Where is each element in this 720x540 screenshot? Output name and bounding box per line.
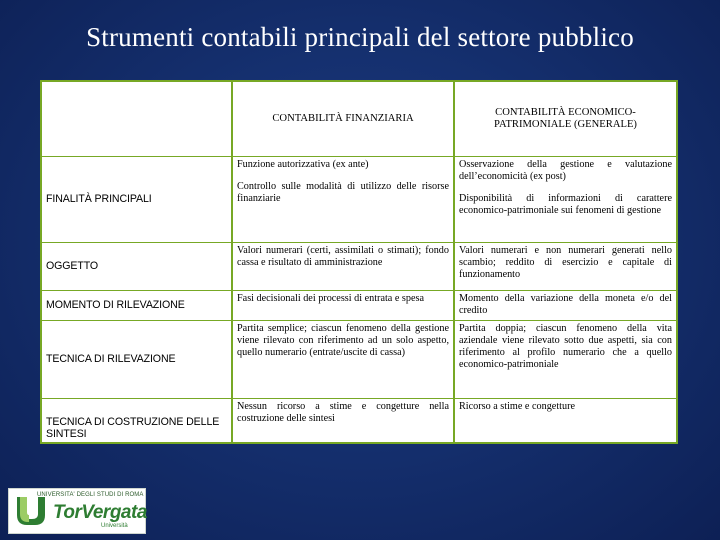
cell-line: Funzione autorizzativa (ex ante) bbox=[237, 158, 369, 170]
cell-finanziaria-oggetto: Valori numerari (certi, assimilati o stimati); fondo cassa e risultato di amministrazione bbox=[232, 242, 454, 290]
row-label-tecnica-rilevazione: TECNICA DI RILEVAZIONE bbox=[42, 320, 232, 398]
cell-line: Disponibilità di informazioni di carattere economico-patrimoniale sui fenomeni di gestione bbox=[459, 192, 672, 217]
cell-finanziaria-finalita bbox=[232, 156, 454, 242]
header-contabilita-finanziaria: CONTABILITÀ FINANZIARIA bbox=[232, 82, 454, 156]
header-empty-cell bbox=[42, 82, 232, 156]
cell-economico-momento: Momento della variazione della moneta e/o del credito bbox=[454, 290, 676, 320]
row-label-oggetto: OGGETTO bbox=[42, 242, 232, 290]
row-label-finalita: FINALITÀ PRINCIPALI bbox=[42, 156, 232, 242]
logo-sub-text: Università bbox=[101, 523, 128, 529]
cell-finanziaria-momento: Fasi decisionali dei processi di entrata e spesa bbox=[232, 290, 454, 320]
slide-title: Strumenti contabili principali del settore pubblico bbox=[86, 22, 634, 52]
row-label-momento: MOMENTO DI RILEVAZIONE bbox=[42, 290, 232, 320]
table-row bbox=[42, 242, 676, 290]
cell-finanziaria-sintesi: Nessun ricorso a stime e congetture nella costruzione delle sintesi bbox=[232, 398, 454, 442]
cell-finanziaria-tecnica: Partita semplice; ciascun fenomeno della gestione viene rilevato con riferimento ad un solo aspetto, quello numerario (entrate/uscite di cassa) bbox=[232, 320, 454, 398]
cell-line: Osservazione della gestione e valutazione dell’economicità (ex post) bbox=[459, 158, 672, 182]
comparison-table-frame bbox=[40, 80, 678, 444]
university-logo bbox=[8, 488, 146, 534]
cell-economico-finalita bbox=[454, 156, 676, 242]
table-row bbox=[42, 290, 676, 320]
logo-main-text: TorVergata bbox=[53, 502, 147, 523]
table-row bbox=[42, 156, 676, 242]
cell-line: Controllo sulle modalità di utilizzo delle risorse finanziarie bbox=[237, 180, 449, 204]
row-label-costruzione-sintesi: TECNICA DI COSTRUZIONE DELLE SINTESI bbox=[42, 398, 232, 442]
table-header-row bbox=[42, 82, 676, 156]
logo-university-text: UNIVERSITA' DEGLI STUDI DI ROMA bbox=[37, 492, 144, 498]
header-contabilita-economico-patrimoniale: CONTABILITÀ ECONOMICO-PATRIMONIALE (GENERALE) bbox=[454, 82, 676, 156]
cell-economico-tecnica: Partita doppia; ciascun fenomeno della vita aziendale viene rilevato sotto due aspetti, sia con riferimento al profilo numerario che a quello economico-patrimoniale bbox=[454, 320, 676, 398]
cell-economico-oggetto: Valori numerari e non numerari generati nello scambio; reddito di esercizio e capitale di funzionamento bbox=[454, 242, 676, 290]
comparison-table bbox=[42, 82, 676, 442]
table-row bbox=[42, 398, 676, 442]
table-row bbox=[42, 320, 676, 398]
cell-economico-sintesi: Ricorso a stime e congetture bbox=[454, 398, 676, 442]
